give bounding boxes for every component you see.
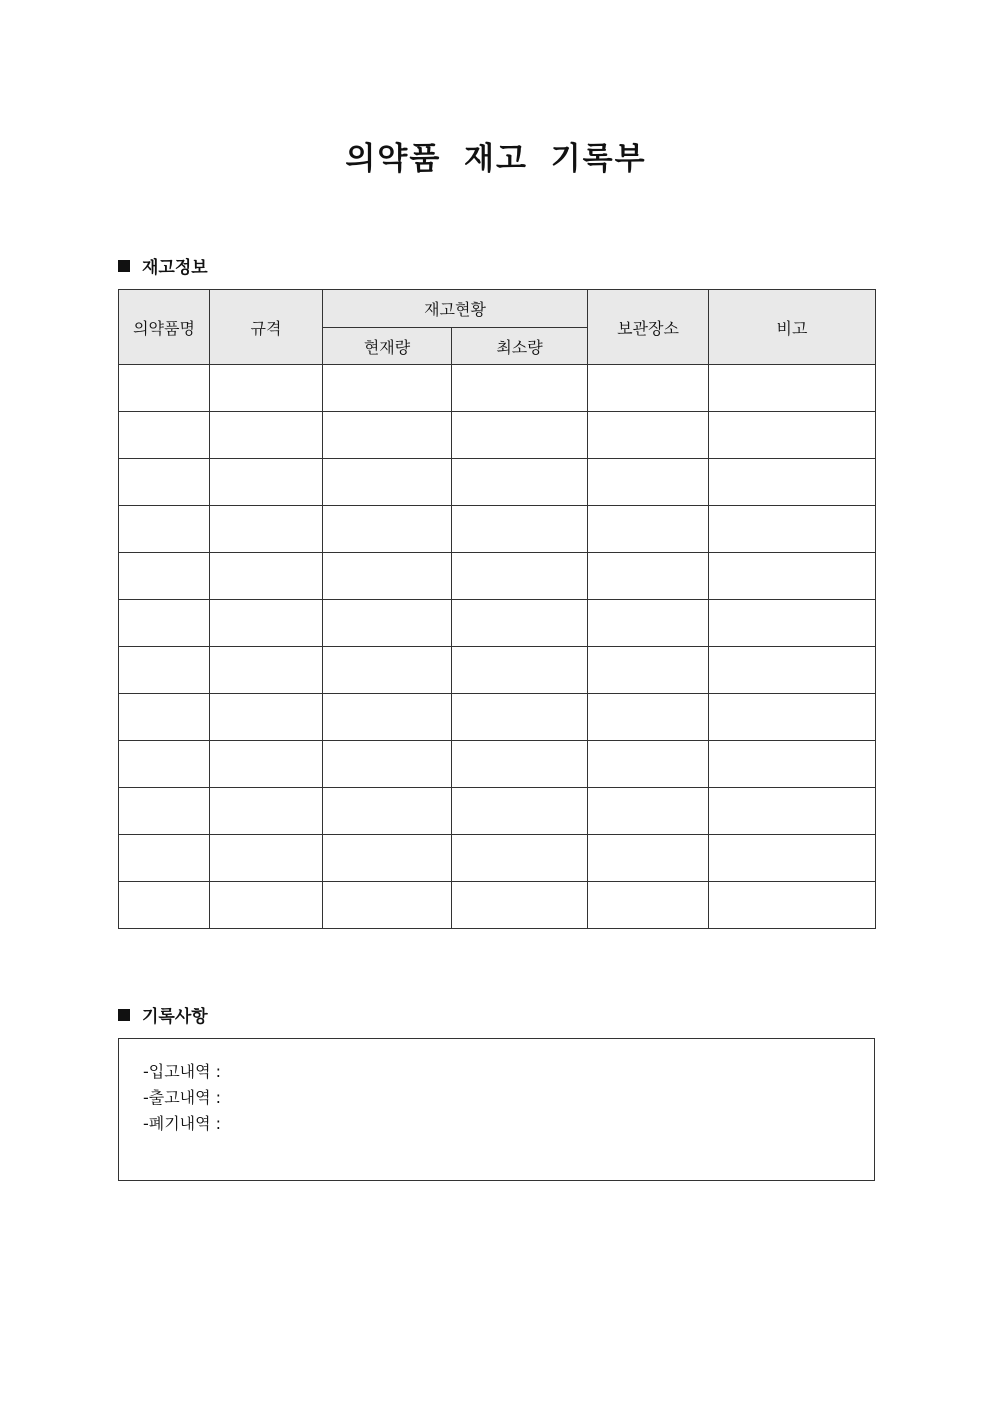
cell-current[interactable] [323,694,452,741]
table-row [119,741,876,788]
table-row [119,506,876,553]
col-header-minimum: 최소량 [452,328,588,365]
cell-name[interactable] [119,835,210,882]
cell-current[interactable] [323,882,452,929]
table-row [119,647,876,694]
cell-spec[interactable] [210,647,323,694]
cell-minimum[interactable] [452,694,588,741]
col-header-current: 현재량 [323,328,452,365]
cell-remarks[interactable] [709,788,876,835]
cell-minimum[interactable] [452,788,588,835]
cell-remarks[interactable] [709,365,876,412]
table-row [119,600,876,647]
cell-spec[interactable] [210,553,323,600]
cell-minimum[interactable] [452,600,588,647]
cell-location[interactable] [588,835,709,882]
cell-remarks[interactable] [709,882,876,929]
table-row [119,835,876,882]
cell-location[interactable] [588,412,709,459]
cell-name[interactable] [119,506,210,553]
cell-minimum[interactable] [452,365,588,412]
cell-location[interactable] [588,553,709,600]
col-header-spec: 규격 [210,290,323,365]
cell-location[interactable] [588,882,709,929]
cell-current[interactable] [323,647,452,694]
cell-location[interactable] [588,459,709,506]
cell-name[interactable] [119,741,210,788]
records-list [143,1059,221,1137]
cell-spec[interactable] [210,835,323,882]
cell-name[interactable] [119,788,210,835]
records-box [118,1038,875,1181]
stock-table-body [119,365,876,929]
cell-minimum[interactable] [452,412,588,459]
stock-info-heading [118,253,208,278]
cell-spec[interactable] [210,788,323,835]
cell-remarks[interactable] [709,553,876,600]
cell-minimum[interactable] [452,506,588,553]
cell-minimum[interactable] [452,741,588,788]
table-row [119,553,876,600]
cell-current[interactable] [323,741,452,788]
cell-minimum[interactable] [452,835,588,882]
cell-current[interactable] [323,412,452,459]
cell-name[interactable] [119,553,210,600]
table-row [119,459,876,506]
cell-remarks[interactable] [709,835,876,882]
cell-remarks[interactable] [709,600,876,647]
cell-spec[interactable] [210,412,323,459]
table-row [119,365,876,412]
record-line-incoming[interactable]: -입고내역 : [143,1062,222,1081]
cell-minimum[interactable] [452,882,588,929]
table-row [119,412,876,459]
cell-location[interactable] [588,600,709,647]
stock-info-heading-label: 재고정보 [142,258,208,278]
cell-name[interactable] [119,459,210,506]
table-row [119,788,876,835]
cell-location[interactable] [588,647,709,694]
cell-name[interactable] [119,412,210,459]
cell-spec[interactable] [210,506,323,553]
record-line-disposal[interactable]: -폐기내역 : [143,1114,222,1133]
cell-remarks[interactable] [709,459,876,506]
cell-name[interactable] [119,365,210,412]
cell-spec[interactable] [210,694,323,741]
cell-spec[interactable] [210,600,323,647]
cell-location[interactable] [588,788,709,835]
cell-current[interactable] [323,553,452,600]
cell-location[interactable] [588,506,709,553]
records-heading [118,1002,208,1027]
cell-remarks[interactable] [709,647,876,694]
cell-remarks[interactable] [709,506,876,553]
col-header-status: 재고현황 [323,290,588,328]
records-heading-label: 기록사항 [142,1007,208,1027]
stock-table [118,289,876,929]
cell-remarks[interactable] [709,694,876,741]
square-bullet-icon [118,260,130,272]
cell-minimum[interactable] [452,459,588,506]
cell-location[interactable] [588,365,709,412]
cell-spec[interactable] [210,741,323,788]
cell-current[interactable] [323,506,452,553]
cell-name[interactable] [119,882,210,929]
col-header-name: 의약품명 [119,290,210,365]
cell-spec[interactable] [210,365,323,412]
page-title: 의약품 재고 기록부 [345,141,647,177]
cell-minimum[interactable] [452,647,588,694]
cell-current[interactable] [323,600,452,647]
cell-remarks[interactable] [709,741,876,788]
cell-spec[interactable] [210,459,323,506]
cell-current[interactable] [323,459,452,506]
cell-name[interactable] [119,600,210,647]
cell-location[interactable] [588,694,709,741]
cell-name[interactable] [119,647,210,694]
cell-current[interactable] [323,788,452,835]
square-bullet-icon [118,1009,130,1021]
table-row [119,694,876,741]
col-header-location: 보관장소 [588,290,709,365]
cell-minimum[interactable] [452,553,588,600]
cell-current[interactable] [323,365,452,412]
cell-current[interactable] [323,835,452,882]
col-header-remarks: 비고 [709,290,876,365]
cell-name[interactable] [119,694,210,741]
table-row [119,882,876,929]
cell-spec[interactable] [210,882,323,929]
cell-remarks[interactable] [709,412,876,459]
cell-location[interactable] [588,741,709,788]
record-line-outgoing[interactable]: -출고내역 : [143,1088,222,1107]
